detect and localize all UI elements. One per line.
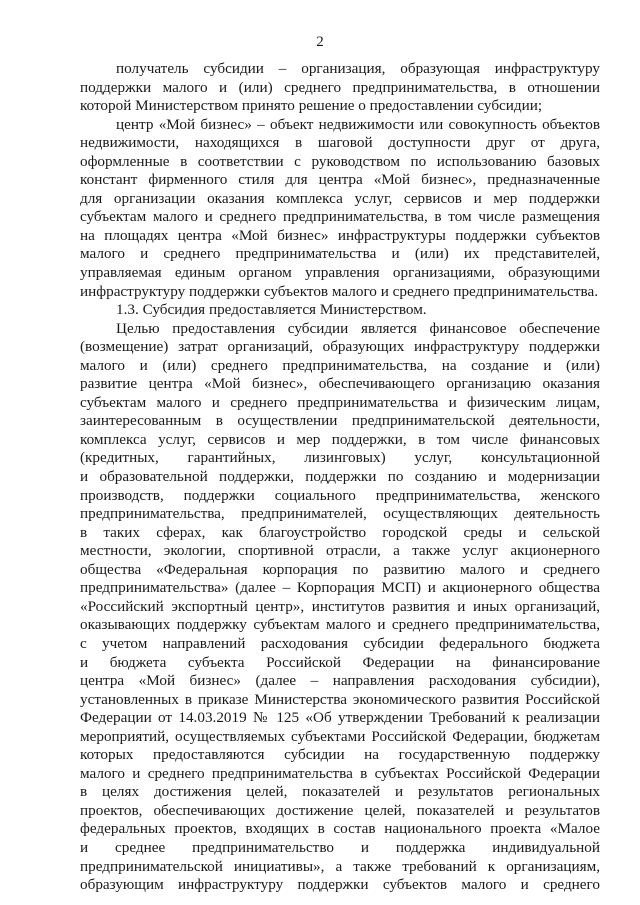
text-line: на площадях центра «Мой бизнес» инфраструктуры поддержки субъектов bbox=[80, 226, 600, 244]
text-line: получатель субсидии – организация, образующая инфраструктуру bbox=[116, 60, 600, 77]
text-line: (кредитных, гарантийных, лизинговых) услуг, консультационной bbox=[80, 449, 600, 467]
text-line: и образовательной поддержки, поддержки по созданию и модернизации bbox=[80, 468, 600, 486]
text-line: мероприятий, осуществляемых субъектами Российской Федерации, бюджетам bbox=[80, 727, 600, 745]
text-line: в целях достижения целей, показателей и результатов региональных bbox=[80, 783, 600, 801]
text-line: предпринимательства, предпринимателей, осуществляющих деятельность bbox=[80, 505, 600, 523]
text-line: которой Министерством принято решение о предоставлении субсидии; bbox=[80, 97, 543, 115]
text-line: оформленные в соответствии с руководством по использованию базовых bbox=[80, 152, 600, 170]
text-line: малого и (или) среднего предпринимательства, на создание и (или) bbox=[80, 356, 600, 374]
text-line: малого и среднего предпринимательства и (или) их представителей, bbox=[80, 245, 600, 263]
text-line: предпринимательства» (далее – Корпорация МСП) и акционерного общества bbox=[80, 579, 600, 597]
text-line: субъектам малого и среднего предпринимательства и физическим лицам, bbox=[80, 393, 600, 411]
text-line: развитие центра «Мой бизнес», обеспечивающего организацию оказания bbox=[80, 375, 600, 393]
text-line: центр «Мой бизнес» – объект недвижимости или совокупность объектов bbox=[116, 115, 600, 133]
text-line: образующим инфраструктуру поддержки субъектов малого и среднего bbox=[80, 876, 600, 894]
text-line: инфраструктуру поддержки субъектов малого и среднего предпринимательства. bbox=[80, 282, 599, 300]
text-line: предпринимательской инициативы», а также требований к организациям, bbox=[80, 857, 600, 875]
text-line: которых предоставляются субсидии на государственную поддержку bbox=[80, 746, 600, 764]
text-line: поддержки малого и (или) среднего предпринимательства, в отношении bbox=[80, 78, 600, 96]
text-line: производств, поддержки социального предпринимательства, женского bbox=[80, 486, 600, 504]
text-line: для организации оказания комплекса услуг, сервисов и мер поддержки bbox=[80, 189, 600, 207]
text-line: недвижимости, находящихся в шаговой доступности друг от друга, bbox=[80, 134, 600, 152]
page-number: 2 bbox=[316, 34, 324, 50]
text-line: «Российский экспортный центр», институтов развития и иных организаций, bbox=[80, 597, 600, 615]
text-line: с учетом направлений расходования субсидии федерального бюджета bbox=[80, 634, 600, 652]
text-line: заинтересованным в осуществлении предпринимательской деятельности, bbox=[80, 412, 600, 430]
text-line: управляемая единым органом управления организациями, образующими bbox=[80, 264, 600, 282]
text-line: проектов, обеспечивающих достижение целей, показателей и результатов bbox=[80, 801, 600, 819]
text-line: оказывающих поддержку субъектам малого и среднего предпринимательства, bbox=[80, 616, 600, 634]
document-body bbox=[80, 60, 600, 895]
text-line: Целью предоставления субсидии является финансовое обеспечение bbox=[116, 319, 600, 337]
text-line: федеральных проектов, входящих в состав национального проекта «Малое bbox=[80, 820, 600, 838]
text-line: и среднее предпринимательство и поддержка индивидуальной bbox=[80, 838, 600, 856]
text-line: местности, экологии, спортивной отрасли, а также услуг акционерного bbox=[80, 542, 600, 560]
text-line: в таких сферах, как благоустройство городской среды и сельской bbox=[80, 523, 600, 541]
text-line: констант фирменного стиля для центра «Мой бизнес», предназначенные bbox=[80, 171, 600, 189]
text-line: малого и среднего предпринимательства в субъектах Российской Федерации bbox=[80, 764, 600, 782]
text-line: и бюджета субъекта Российской Федерации на финансирование bbox=[80, 653, 600, 671]
text-line: (возмещение) затрат организаций, образующих инфраструктуру поддержки bbox=[80, 338, 600, 356]
text-line: Федерации от 14.03.2019 № 125 «Об утверждении Требований к реализации bbox=[80, 709, 600, 727]
text-line: комплекса услуг, сервисов и мер поддержки, в том числе финансовых bbox=[80, 430, 600, 448]
text-line: субъектам малого и среднего предпринимательства, в том числе размещения bbox=[80, 208, 600, 226]
text-line: установленных в приказе Министерства экономического развития Российской bbox=[80, 690, 600, 708]
text-line: 1.3. Субсидия предоставляется Министерством. bbox=[116, 301, 427, 319]
text-line: общества «Федеральная корпорация по развитию малого и среднего bbox=[80, 560, 600, 578]
text-line: центра «Мой бизнес» (далее – направления расходования субсидии), bbox=[80, 672, 600, 690]
